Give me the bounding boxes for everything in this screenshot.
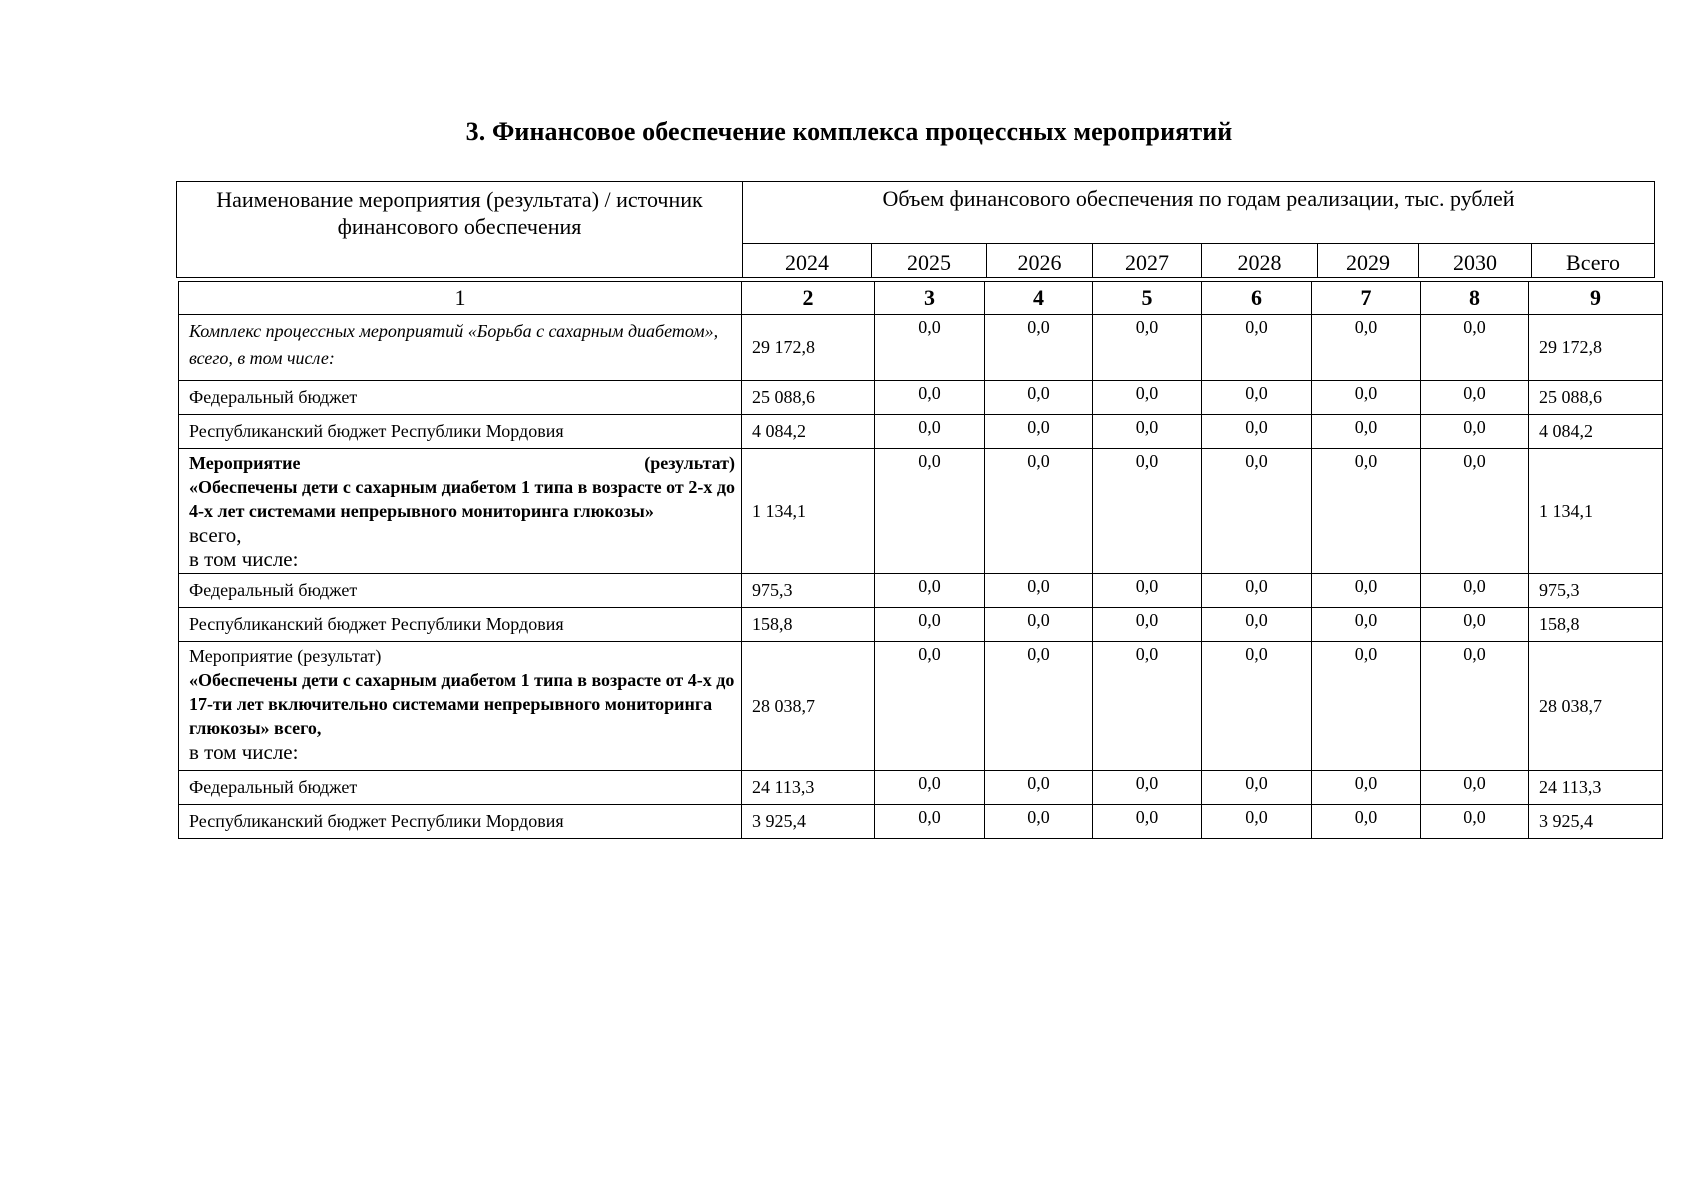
value-2024: 975,3	[742, 574, 875, 608]
value-2030: 0,0	[1421, 574, 1529, 608]
header-year: 2028	[1202, 244, 1318, 278]
table-row	[179, 608, 1663, 642]
value-2027: 0,0	[1093, 574, 1202, 608]
value-2028: 0,0	[1202, 449, 1312, 574]
value-2029: 0,0	[1312, 642, 1421, 771]
value-2025: 0,0	[875, 608, 985, 642]
value-total: 1 134,1	[1529, 449, 1663, 574]
value-2025: 0,0	[875, 415, 985, 449]
value-total: 975,3	[1529, 574, 1663, 608]
value-2025: 0,0	[875, 381, 985, 415]
value-2024: 25 088,6	[742, 381, 875, 415]
header-year: 2026	[987, 244, 1093, 278]
value-2025: 0,0	[875, 771, 985, 805]
row-name: Федеральный бюджет	[179, 771, 742, 805]
table-row	[179, 449, 1663, 574]
row-name: Республиканский бюджет Республики Мордовия	[179, 415, 742, 449]
value-2030: 0,0	[1421, 381, 1529, 415]
value-2026: 0,0	[985, 449, 1093, 574]
row-name: Комплекс процессных мероприятий «Борьба с сахарным диабетом», всего, в том числе:	[179, 315, 742, 381]
value-2028: 0,0	[1202, 574, 1312, 608]
value-2025: 0,0	[875, 574, 985, 608]
value-2028: 0,0	[1202, 771, 1312, 805]
value-2024: 158,8	[742, 608, 875, 642]
value-2030: 0,0	[1421, 805, 1529, 839]
table-row	[179, 642, 1663, 771]
value-2027: 0,0	[1093, 805, 1202, 839]
header-year: 2024	[743, 244, 872, 278]
row-name-label: Мероприятие (результат)	[189, 646, 382, 666]
value-2028: 0,0	[1202, 805, 1312, 839]
header-year: 2029	[1318, 244, 1419, 278]
header-name-column: Наименование мероприятия (результата) / источник финансового обеспечения	[177, 182, 743, 278]
column-number: 3	[875, 282, 985, 315]
row-name	[179, 449, 742, 574]
row-name-tail: всего,	[189, 523, 242, 547]
header-total: Всего	[1532, 244, 1655, 278]
value-total: 4 084,2	[1529, 415, 1663, 449]
value-2029: 0,0	[1312, 608, 1421, 642]
value-2025: 0,0	[875, 315, 985, 381]
value-2030: 0,0	[1421, 771, 1529, 805]
value-2029: 0,0	[1312, 381, 1421, 415]
value-2029: 0,0	[1312, 805, 1421, 839]
column-number: 7	[1312, 282, 1421, 315]
value-2029: 0,0	[1312, 415, 1421, 449]
row-name	[179, 642, 742, 771]
table-row	[179, 771, 1663, 805]
value-2027: 0,0	[1093, 608, 1202, 642]
value-2028: 0,0	[1202, 381, 1312, 415]
value-total: 29 172,8	[1529, 315, 1663, 381]
column-number-row	[179, 282, 1663, 315]
column-number: 1	[179, 282, 742, 315]
row-name: Республиканский бюджет Республики Мордовия	[179, 608, 742, 642]
value-2030: 0,0	[1421, 415, 1529, 449]
row-name-tail: в том числе:	[189, 740, 299, 764]
column-number: 8	[1421, 282, 1529, 315]
row-name: Республиканский бюджет Республики Мордовия	[179, 805, 742, 839]
row-name: Федеральный бюджет	[179, 381, 742, 415]
value-2024: 3 925,4	[742, 805, 875, 839]
column-number: 9	[1529, 282, 1663, 315]
value-2024: 1 134,1	[742, 449, 875, 574]
value-2025: 0,0	[875, 805, 985, 839]
value-total: 3 925,4	[1529, 805, 1663, 839]
table-row	[179, 381, 1663, 415]
column-number: 6	[1202, 282, 1312, 315]
value-2024: 24 113,3	[742, 771, 875, 805]
value-2030: 0,0	[1421, 642, 1529, 771]
value-2027: 0,0	[1093, 315, 1202, 381]
header-year: 2027	[1093, 244, 1202, 278]
value-2027: 0,0	[1093, 642, 1202, 771]
value-2026: 0,0	[985, 642, 1093, 771]
value-total: 24 113,3	[1529, 771, 1663, 805]
table-row	[179, 315, 1663, 381]
value-2027: 0,0	[1093, 449, 1202, 574]
value-2028: 0,0	[1202, 415, 1312, 449]
column-number: 2	[742, 282, 875, 315]
value-2028: 0,0	[1202, 608, 1312, 642]
value-total: 25 088,6	[1529, 381, 1663, 415]
value-2024: 28 038,7	[742, 642, 875, 771]
value-2026: 0,0	[985, 315, 1093, 381]
value-2030: 0,0	[1421, 449, 1529, 574]
value-2025: 0,0	[875, 449, 985, 574]
column-number: 5	[1093, 282, 1202, 315]
value-total: 28 038,7	[1529, 642, 1663, 771]
row-name-body: «Обеспечены дети с сахарным диабетом 1 типа в возрасте от 2-х до 4-х лет системами непрерывного мониторинга глюкозы»	[189, 477, 735, 521]
row-name-body: «Обеспечены дети с сахарным диабетом 1 типа в возрасте от 4-х до 17-ти лет включительно системами непрерывного мониторинга глюкозы» всего,	[189, 670, 735, 738]
value-2024: 4 084,2	[742, 415, 875, 449]
value-2028: 0,0	[1202, 315, 1312, 381]
value-2027: 0,0	[1093, 415, 1202, 449]
row-name-label: (результат)	[644, 453, 735, 473]
row-name-label: Мероприятие	[189, 453, 301, 473]
table-header	[176, 181, 1655, 278]
header-year: 2025	[872, 244, 987, 278]
value-2026: 0,0	[985, 415, 1093, 449]
value-2024: 29 172,8	[742, 315, 875, 381]
value-total: 158,8	[1529, 608, 1663, 642]
value-2027: 0,0	[1093, 771, 1202, 805]
value-2029: 0,0	[1312, 574, 1421, 608]
table-row	[179, 415, 1663, 449]
page-title: 3. Финансовое обеспечение комплекса процессных мероприятий	[465, 117, 1233, 146]
value-2026: 0,0	[985, 381, 1093, 415]
value-2025: 0,0	[875, 642, 985, 771]
value-2030: 0,0	[1421, 315, 1529, 381]
table-row	[179, 805, 1663, 839]
column-number: 4	[985, 282, 1093, 315]
value-2029: 0,0	[1312, 771, 1421, 805]
finance-table	[178, 281, 1663, 839]
value-2030: 0,0	[1421, 608, 1529, 642]
value-2029: 0,0	[1312, 449, 1421, 574]
header-volume-column: Объем финансового обеспечения по годам реализации, тыс. рублей	[743, 182, 1655, 244]
value-2026: 0,0	[985, 608, 1093, 642]
value-2027: 0,0	[1093, 381, 1202, 415]
table-row	[179, 574, 1663, 608]
row-name-tail: в том числе:	[189, 547, 299, 571]
header-year: 2030	[1419, 244, 1532, 278]
value-2026: 0,0	[985, 805, 1093, 839]
value-2029: 0,0	[1312, 315, 1421, 381]
value-2026: 0,0	[985, 771, 1093, 805]
value-2026: 0,0	[985, 574, 1093, 608]
value-2028: 0,0	[1202, 642, 1312, 771]
row-name: Федеральный бюджет	[179, 574, 742, 608]
